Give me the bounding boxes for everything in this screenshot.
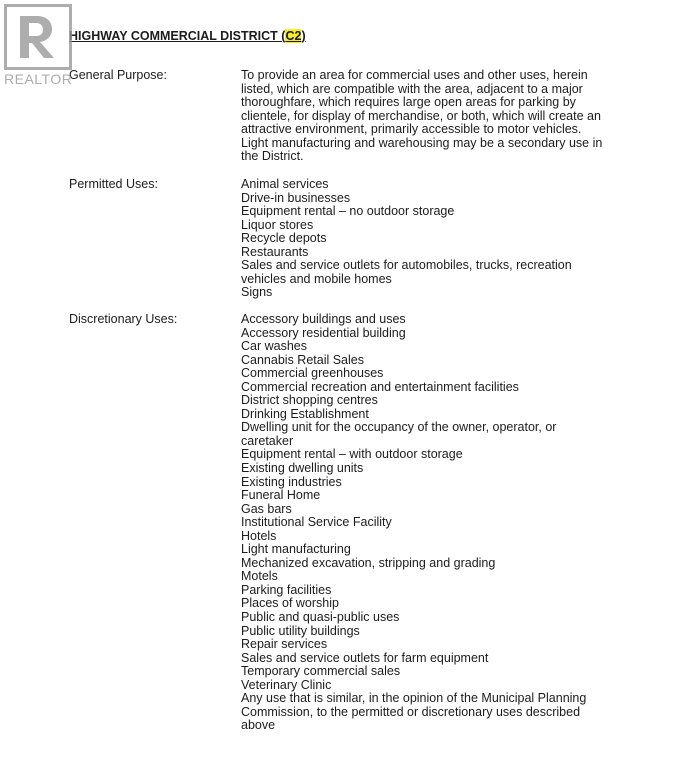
watermark-text: REALTOR <box>4 71 73 87</box>
list-item: Animal services <box>241 177 329 191</box>
list-item: Cannabis Retail Sales <box>241 352 364 367</box>
list-item: Equipment rental – with outdoor storage <box>241 447 463 462</box>
text-line: the District. <box>241 149 304 164</box>
list-item: Equipment rental – no outdoor storage <box>241 204 455 219</box>
district-code-highlight: C2 <box>285 29 302 43</box>
permitted-uses-section <box>69 178 629 300</box>
list-item: Commission, to the permitted or discretionary uses described <box>241 704 581 719</box>
list-item: Commercial greenhouses <box>241 366 384 381</box>
list-item: Public and quasi-public uses <box>241 610 400 625</box>
realtor-logo-icon <box>4 4 72 70</box>
list-item: Public utility buildings <box>241 623 360 638</box>
list-item: caretaker <box>241 433 294 448</box>
list-item: Drive-in businesses <box>241 190 351 205</box>
list-item: Dwelling unit for the occupancy of the owner, operator, or <box>241 420 557 435</box>
list-item: District shopping centres <box>241 393 378 408</box>
list-item: Places of worship <box>241 596 339 611</box>
text-line: listed, which are compatible with the area, adjacent to a major <box>241 81 583 96</box>
list-item: Any use that is similar, in the opinion of the Municipal Planning <box>241 691 587 706</box>
list-item: Accessory buildings and uses <box>241 312 406 326</box>
permitted-uses-label: Permitted Uses: <box>69 177 158 191</box>
list-item: Recycle depots <box>241 231 327 246</box>
list-item: Mechanized excavation, stripping and grading <box>241 555 496 570</box>
list-item: Motels <box>241 569 278 584</box>
discretionary-uses-label: Discretionary Uses: <box>69 312 178 326</box>
list-item: Accessory residential building <box>241 325 406 340</box>
list-item: Gas bars <box>241 501 292 516</box>
list-item: Funeral Home <box>241 488 321 503</box>
list-item: Sales and service outlets for farm equipment <box>241 650 489 665</box>
list-item: vehicles and mobile homes <box>241 271 392 286</box>
list-item: Parking facilities <box>241 582 332 597</box>
text-line: To provide an area for commercial uses and other uses, herein <box>241 68 588 82</box>
list-item: Drinking Establishment <box>241 406 369 421</box>
page-title-end: ) <box>301 29 306 43</box>
list-item: Light manufacturing <box>241 542 351 557</box>
page-title <box>69 28 306 44</box>
list-item: Sales and service outlets for automobiles, trucks, recreation <box>241 258 572 273</box>
list-item: above <box>241 718 276 733</box>
text-line: attractive environment, primarily accessible to motor vehicles. <box>241 122 582 137</box>
text-line: clientele, for display of merchandise, or both, which will create an <box>241 108 601 123</box>
list-item: Institutional Service Facility <box>241 515 392 530</box>
discretionary-uses-section <box>69 313 629 733</box>
general-purpose-label: General Purpose: <box>69 68 167 82</box>
list-item: Existing industries <box>241 474 342 489</box>
list-item: Existing dwelling units <box>241 461 364 476</box>
list-item: Car washes <box>241 339 307 354</box>
list-item: Signs <box>241 285 273 300</box>
page-title-main: HIGHWAY COMMERCIAL DISTRICT ( <box>69 29 286 43</box>
list-item: Hotels <box>241 528 277 543</box>
discretionary-uses-list <box>241 313 626 733</box>
list-item: Liquor stores <box>241 217 314 232</box>
text-line: Light manufacturing and warehousing may be a secondary use in <box>241 135 603 150</box>
list-item: Repair services <box>241 637 328 652</box>
list-item: Commercial recreation and entertainment facilities <box>241 379 519 394</box>
realtor-watermark <box>4 4 76 87</box>
permitted-uses-list <box>241 178 626 300</box>
list-item: Temporary commercial sales <box>241 664 401 679</box>
general-purpose-text <box>241 69 626 164</box>
list-item: Restaurants <box>241 244 309 259</box>
list-item: Veterinary Clinic <box>241 677 332 692</box>
text-line: thoroughfare, which requires large open areas for parking by <box>241 95 576 110</box>
general-purpose-section <box>69 69 629 164</box>
